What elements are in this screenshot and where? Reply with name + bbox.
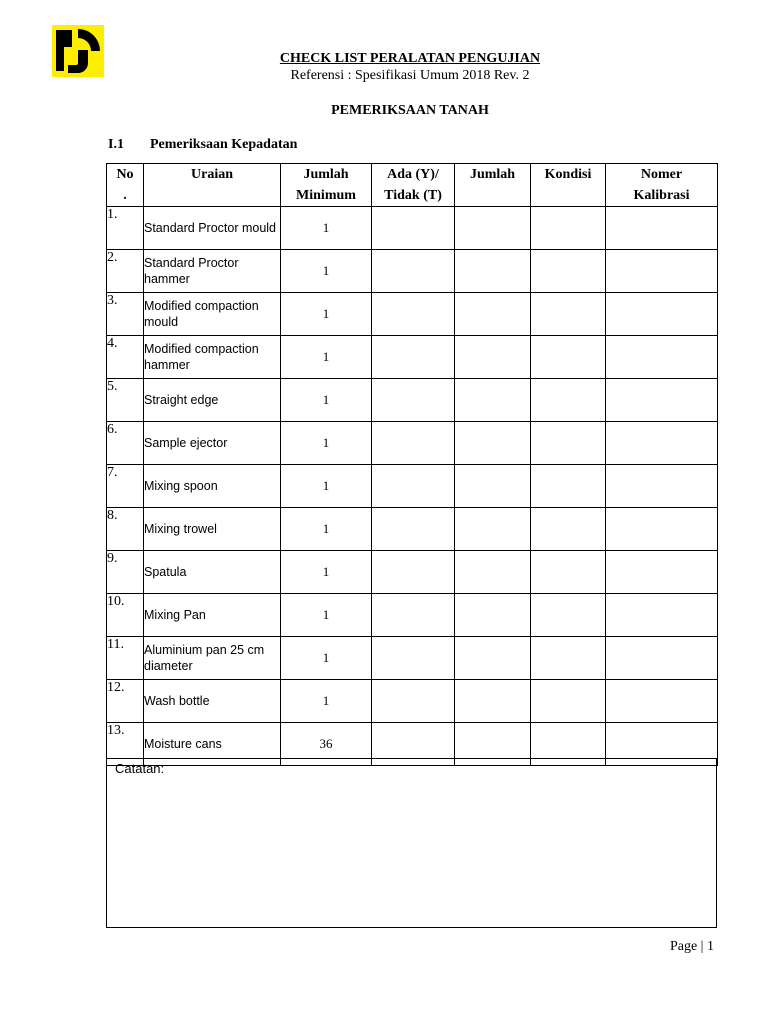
minimum-quantity: 1 (281, 680, 372, 723)
calibration-number-cell[interactable] (606, 336, 718, 379)
equipment-name: Modified compaction hammer (144, 336, 281, 379)
quantity-cell[interactable] (455, 680, 531, 723)
table-row (107, 293, 718, 336)
calibration-number-cell[interactable] (606, 551, 718, 594)
equipment-name: Wash bottle (144, 680, 281, 723)
column-header: No . (107, 164, 144, 207)
calibration-number-cell[interactable] (606, 250, 718, 293)
equipment-name: Moisture cans (144, 723, 281, 766)
table-row (107, 680, 718, 723)
minimum-quantity: 1 (281, 336, 372, 379)
equipment-name: Straight edge (144, 379, 281, 422)
minimum-quantity: 1 (281, 551, 372, 594)
table-row (107, 336, 718, 379)
quantity-cell[interactable] (455, 207, 531, 250)
column-header: Ada (Y)/ Tidak (T) (372, 164, 455, 207)
calibration-number-cell[interactable] (606, 594, 718, 637)
quantity-cell[interactable] (455, 336, 531, 379)
table-row (107, 207, 718, 250)
minimum-quantity: 1 (281, 637, 372, 680)
equipment-name: Aluminium pan 25 cm diameter (144, 637, 281, 680)
row-number: 6. (107, 422, 144, 465)
calibration-number-cell[interactable] (606, 379, 718, 422)
condition-cell[interactable] (531, 422, 606, 465)
row-number: 13. (107, 723, 144, 766)
table-row (107, 594, 718, 637)
minimum-quantity: 1 (281, 250, 372, 293)
availability-cell[interactable] (372, 594, 455, 637)
minimum-quantity: 1 (281, 293, 372, 336)
condition-cell[interactable] (531, 379, 606, 422)
document-reference: Referensi : Spesifikasi Umum 2018 Rev. 2 (290, 68, 530, 83)
quantity-cell[interactable] (455, 250, 531, 293)
equipment-name: Sample ejector (144, 422, 281, 465)
quantity-cell[interactable] (455, 293, 531, 336)
minimum-quantity: 1 (281, 379, 372, 422)
calibration-number-cell[interactable] (606, 207, 718, 250)
equipment-name: Modified compaction mould (144, 293, 281, 336)
calibration-number-cell[interactable] (606, 508, 718, 551)
minimum-quantity: 1 (281, 465, 372, 508)
condition-cell[interactable] (531, 508, 606, 551)
row-number: 7. (107, 465, 144, 508)
minimum-quantity: 1 (281, 594, 372, 637)
table-row (107, 637, 718, 680)
subsection-title: Pemeriksaan Kepadatan (150, 137, 298, 152)
availability-cell[interactable] (372, 293, 455, 336)
quantity-cell[interactable] (455, 422, 531, 465)
equipment-name: Mixing spoon (144, 465, 281, 508)
condition-cell[interactable] (531, 637, 606, 680)
condition-cell[interactable] (531, 594, 606, 637)
column-header: Nomer Kalibrasi (606, 164, 718, 207)
row-number: 10. (107, 594, 144, 637)
equipment-checklist-table (106, 163, 718, 766)
table-row (107, 465, 718, 508)
column-header: Uraian (144, 164, 281, 207)
table-row (107, 250, 718, 293)
section-title: PEMERIKSAAN TANAH (331, 103, 489, 118)
availability-cell[interactable] (372, 207, 455, 250)
condition-cell[interactable] (531, 336, 606, 379)
calibration-number-cell[interactable] (606, 680, 718, 723)
equipment-name: Mixing Pan (144, 594, 281, 637)
quantity-cell[interactable] (455, 508, 531, 551)
availability-cell[interactable] (372, 465, 455, 508)
availability-cell[interactable] (372, 336, 455, 379)
row-number: 5. (107, 379, 144, 422)
quantity-cell[interactable] (455, 551, 531, 594)
subsection-heading (108, 137, 297, 153)
minimum-quantity: 1 (281, 422, 372, 465)
quantity-cell[interactable] (455, 379, 531, 422)
equipment-name: Spatula (144, 551, 281, 594)
row-number: 2. (107, 250, 144, 293)
minimum-quantity: 1 (281, 508, 372, 551)
availability-cell[interactable] (372, 422, 455, 465)
table-header-row (107, 164, 718, 207)
quantity-cell[interactable] (455, 594, 531, 637)
quantity-cell[interactable] (455, 465, 531, 508)
minimum-quantity: 1 (281, 207, 372, 250)
subsection-number: I.1 (108, 137, 124, 152)
availability-cell[interactable] (372, 250, 455, 293)
minimum-quantity: 36 (281, 723, 372, 766)
notes-box[interactable] (106, 758, 717, 928)
condition-cell[interactable] (531, 207, 606, 250)
calibration-number-cell[interactable] (606, 637, 718, 680)
availability-cell[interactable] (372, 680, 455, 723)
equipment-name: Standard Proctor hammer (144, 250, 281, 293)
table-row (107, 551, 718, 594)
document-title: CHECK LIST PERALATAN PENGUJIAN (279, 51, 541, 66)
row-number: 4. (107, 336, 144, 379)
calibration-number-cell[interactable] (606, 293, 718, 336)
row-number: 8. (107, 508, 144, 551)
column-header: Kondisi (531, 164, 606, 207)
row-number: 9. (107, 551, 144, 594)
condition-cell[interactable] (531, 465, 606, 508)
equipment-name: Standard Proctor mould (144, 207, 281, 250)
table-row (107, 422, 718, 465)
quantity-cell[interactable] (455, 637, 531, 680)
table-row (107, 508, 718, 551)
column-header: Jumlah (455, 164, 531, 207)
condition-cell[interactable] (531, 293, 606, 336)
calibration-number-cell[interactable] (606, 422, 718, 465)
condition-cell[interactable] (531, 680, 606, 723)
availability-cell[interactable] (372, 508, 455, 551)
table-row (107, 379, 718, 422)
calibration-number-cell[interactable] (606, 465, 718, 508)
availability-cell[interactable] (372, 379, 455, 422)
row-number: 3. (107, 293, 144, 336)
availability-cell[interactable] (372, 637, 455, 680)
availability-cell[interactable] (372, 551, 455, 594)
equipment-name: Mixing trowel (144, 508, 281, 551)
row-number: 12. (107, 680, 144, 723)
row-number: 1. (107, 207, 144, 250)
condition-cell[interactable] (531, 250, 606, 293)
page-number: Page | 1 (669, 939, 714, 954)
row-number: 11. (107, 637, 144, 680)
notes-label: Catatan: (115, 761, 165, 776)
condition-cell[interactable] (531, 551, 606, 594)
column-header: Jumlah Minimum (281, 164, 372, 207)
